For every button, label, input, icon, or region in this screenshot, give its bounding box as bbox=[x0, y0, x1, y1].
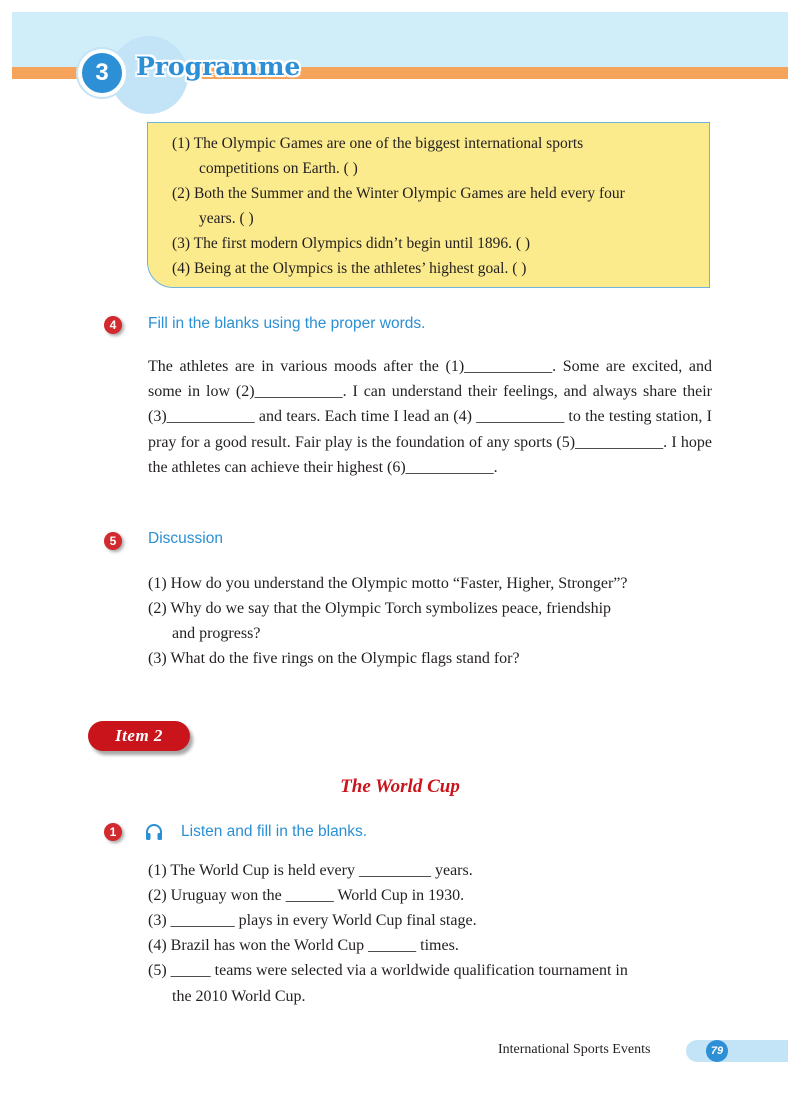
exercise-instruction: Fill in the blanks using the proper words. bbox=[148, 315, 426, 332]
item-badge: Item 2 bbox=[88, 721, 190, 751]
exercise-number-badge: 1 bbox=[104, 823, 122, 841]
true-false-item-3 bbox=[172, 231, 530, 256]
listening-question-2: (2) Uruguay won the ______ World Cup in 1930. bbox=[148, 887, 465, 904]
item-line: (4) Being at the Olympics is the athletes’ highest goal. ( ) bbox=[172, 260, 527, 277]
exercise-instruction: Discussion bbox=[148, 530, 223, 547]
listening-question-4: (4) Brazil has won the World Cup ______ times. bbox=[148, 937, 459, 954]
exercise-instruction: Listen and fill in the blanks. bbox=[181, 823, 368, 840]
subsection-title: The World Cup bbox=[340, 776, 460, 797]
item-line: (2) Both the Summer and the Winter Olympic Games are held every four bbox=[172, 185, 625, 202]
discussion-question-2: (2) Why do we say that the Olympic Torch symbolizes peace, friendship bbox=[148, 600, 612, 617]
true-false-item-2 bbox=[172, 181, 625, 231]
item-line-continued: years. ( ) bbox=[199, 210, 254, 227]
listening-question-5: (5) _____ teams were selected via a worldwide qualification tournament in bbox=[148, 962, 628, 979]
page-number: 79 bbox=[706, 1040, 728, 1062]
listening-question-3: (3) ________ plays in every World Cup final stage. bbox=[148, 912, 477, 929]
exercise-number-badge: 5 bbox=[104, 532, 122, 550]
section-number-badge: 3 bbox=[78, 49, 126, 97]
true-false-item-4 bbox=[172, 256, 526, 281]
headphones-icon bbox=[144, 822, 164, 842]
section-title: Programme bbox=[136, 52, 301, 81]
footer-band bbox=[686, 1040, 788, 1062]
item-line: (1) The Olympic Games are one of the biggest international sports bbox=[172, 135, 584, 152]
true-false-item-1 bbox=[172, 131, 583, 181]
discussion-question-3: (3) What do the five rings on the Olympic flags stand for? bbox=[148, 650, 520, 667]
listening-question-1: (1) The World Cup is held every _________ years. bbox=[148, 862, 473, 879]
fill-blank-paragraph: The athletes are in various moods after the (1)___________. Some are excited, and some in low (2)___________. I can understand their feelings, and always share their (3)___________ and tears. Each time I lead an (4) ___________ to the testing station, I pray for a good result. Fair play is the foundation of any sports (5)___________. I hope the athletes can achieve their highest (6)___________. bbox=[148, 358, 712, 476]
listening-question-5-continued: the 2010 World Cup. bbox=[172, 988, 306, 1005]
exercise-number-badge: 4 bbox=[104, 316, 122, 334]
footer-title: International Sports Events bbox=[498, 1042, 651, 1057]
true-false-box bbox=[147, 122, 710, 288]
discussion-question-2-continued: and progress? bbox=[172, 625, 261, 642]
item-line-continued: competitions on Earth. ( ) bbox=[199, 160, 358, 177]
item-line: (3) The first modern Olympics didn’t begin until 1896. ( ) bbox=[172, 235, 531, 252]
discussion-question-1: (1) How do you understand the Olympic motto “Faster, Higher, Stronger”? bbox=[148, 575, 628, 592]
